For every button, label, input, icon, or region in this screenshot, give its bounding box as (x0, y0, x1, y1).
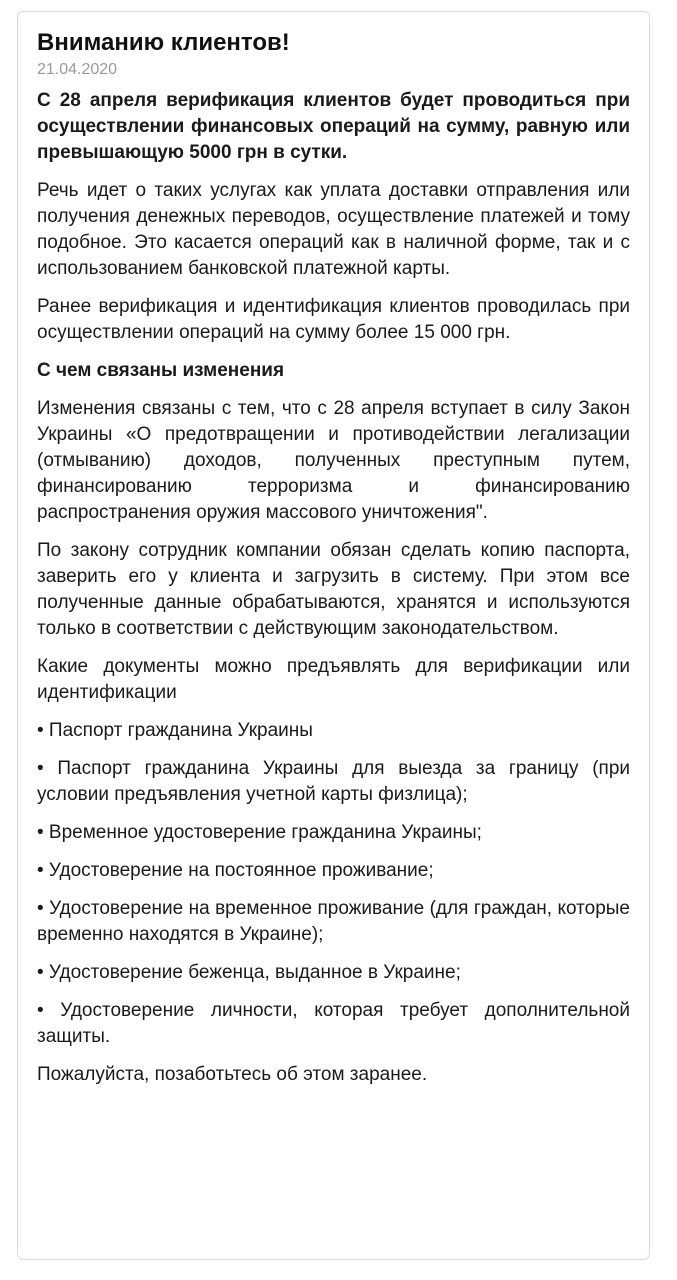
paragraph-services: Речь идет о таких услугах как уплата доставки отправления или получения денежных переводов, осуществление платежей и тому подобное. Это касается операций как в наличной форме, так и с использованием банковской платежной карты. (37, 180, 630, 279)
paragraph-law: Изменения связаны с тем, что с 28 апреля вступает в силу Закон Украины «О предотвращении и противодействии легализации (отмыванию) доходов, полученных преступным путем, финансированию терроризма и финансированию распространения оружия массового уничтожения". (37, 398, 630, 523)
publish-date: 21.04.2020 (37, 61, 118, 78)
list-item-document: • Удостоверение беженца, выданное в Украине; (37, 962, 461, 983)
paragraph-documents-intro: Какие документы можно предъявлять для верификации или идентификации (37, 656, 630, 703)
list-item-document: • Временное удостоверение гражданина Украины; (37, 822, 482, 843)
paragraph-previous-threshold: Ранее верификация и идентификация клиентов проводилась при осуществлении операций на сумму более 15 000 грн. (37, 296, 630, 343)
paragraph-procedure: По закону сотрудник компании обязан сделать копию паспорта, заверить его у клиента и загрузить в систему. При этом все полученные данные обрабатываются, хранятся и используются только в соответствии с действующим законодательством. (37, 540, 630, 639)
section-heading: С чем связаны изменения (37, 360, 285, 381)
list-item-document: • Паспорт гражданина Украины для выезда за границу (при условии предъявления учетной карты физлица); (37, 758, 630, 805)
page-title: Вниманию клиентов! (37, 29, 290, 56)
list-item-document: • Удостоверение на постоянное проживание; (37, 860, 434, 881)
list-item-document: • Удостоверение на временное проживание (для граждан, которые временно находятся в Украине); (37, 898, 630, 945)
list-item-document: • Паспорт гражданина Украины (37, 720, 313, 741)
closing-paragraph: Пожалуйста, позаботьтесь об этом заранее. (37, 1064, 428, 1085)
announcement-card (17, 11, 650, 1260)
list-item-document: • Удостоверение личности, которая требует дополнительной защиты. (37, 1000, 630, 1047)
lead-paragraph: С 28 апреля верификация клиентов будет проводиться при осуществлении финансовых операций на сумму, равную или превышающую 5000 грн в сутки. (37, 90, 630, 163)
